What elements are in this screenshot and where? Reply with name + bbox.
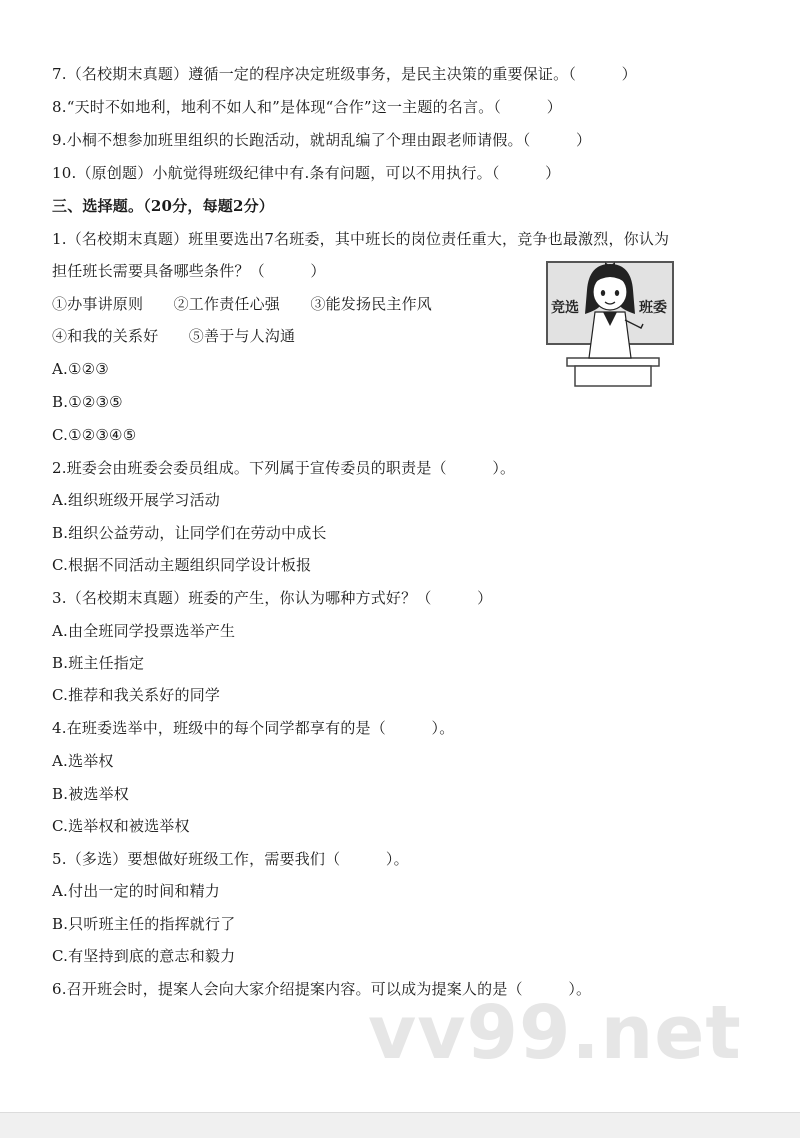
question-2-option-c: C.根据不同活动主题组织同学设计板报 [52, 556, 312, 574]
podium-top [567, 358, 659, 366]
question-tf-10: 10.（原创题）小航觉得班级纪律中有.条有问题，可以不用执行。（ ） [52, 164, 561, 182]
question-5-option-a: A.付出一定的时间和精力 [52, 882, 221, 900]
girl-eye-right [615, 290, 619, 296]
question-1-stem: 1.（名校期末真题）班里要选出7名班委，其中班长的岗位责任重大，竞争也最激烈，你认为 [52, 230, 670, 248]
question-1-option-c: C.①②③④⑤ [52, 426, 137, 444]
question-3-stem: 3.（名校期末真题）班委的产生，你认为哪种方式好？（ ） [52, 589, 493, 607]
question-4-option-a: A.选举权 [52, 752, 114, 770]
board-text-right: 班委 [639, 300, 667, 316]
board-text-left: 竞选 [551, 300, 579, 316]
girl-eye-left [601, 290, 605, 296]
question-tf-7: 7.（名校期末真题）遵循一定的程序决定班级事务，是民主决策的重要保证。（ ） [52, 65, 637, 83]
question-1-items-a: ①办事讲原则 ②工作责任心强 ③能发扬民主作风 [52, 295, 433, 313]
page-bottom-band [0, 1112, 800, 1138]
question-5-option-c: C.有坚持到底的意志和毅力 [52, 947, 236, 965]
question-2-stem: 2.班委会由班委会委员组成。下列属于宣传委员的职责是（ ）。 [52, 459, 516, 477]
question-2-option-a: A.组织班级开展学习活动 [52, 491, 221, 509]
question-tf-9: 9.小桐不想参加班里组织的长跑活动，就胡乱编了个理由跟老师请假。（ ） [52, 131, 592, 149]
question-4-option-c: C.选举权和被选举权 [52, 817, 190, 835]
question-1-items-b: ④和我的关系好 ⑤善于与人沟通 [52, 327, 296, 345]
question-4-stem: 4.在班委选举中，班级中的每个同学都享有的是（ ）。 [52, 719, 455, 737]
question-4-option-b: B.被选举权 [52, 785, 129, 803]
question-3-option-a: A.由全班同学投票选举产生 [52, 622, 236, 640]
question-5-option-b: B.只听班主任的指挥就行了 [52, 915, 236, 933]
podium-body [575, 366, 651, 386]
question-3-option-c: C.推荐和我关系好的同学 [52, 686, 221, 704]
question-1-stem-cont: 担任班长需要具备哪些条件？（ ） [52, 262, 326, 280]
question-3-option-b: B.班主任指定 [52, 654, 145, 672]
question-6-stem: 6.召开班会时，提案人会向大家介绍提案内容。可以成为提案人的是（ ）。 [52, 980, 592, 998]
question-tf-8: 8.“天时不如地利，地利不如人和”是体现“合作”这一主题的名言。（ ） [52, 98, 562, 116]
question-1-option-a: A.①②③ [52, 360, 109, 378]
question-1-option-b: B.①②③⑤ [52, 393, 123, 411]
section-heading-choice: 三、选择题。（20分，每题2分） [52, 197, 275, 215]
watermark: vv99.net [368, 990, 742, 1076]
question-2-option-b: B.组织公益劳动，让同学们在劳动中成长 [52, 524, 327, 542]
question-5-stem: 5.（多选）要想做好班级工作，需要我们（ ）。 [52, 850, 409, 868]
election-illustration [545, 254, 675, 389]
